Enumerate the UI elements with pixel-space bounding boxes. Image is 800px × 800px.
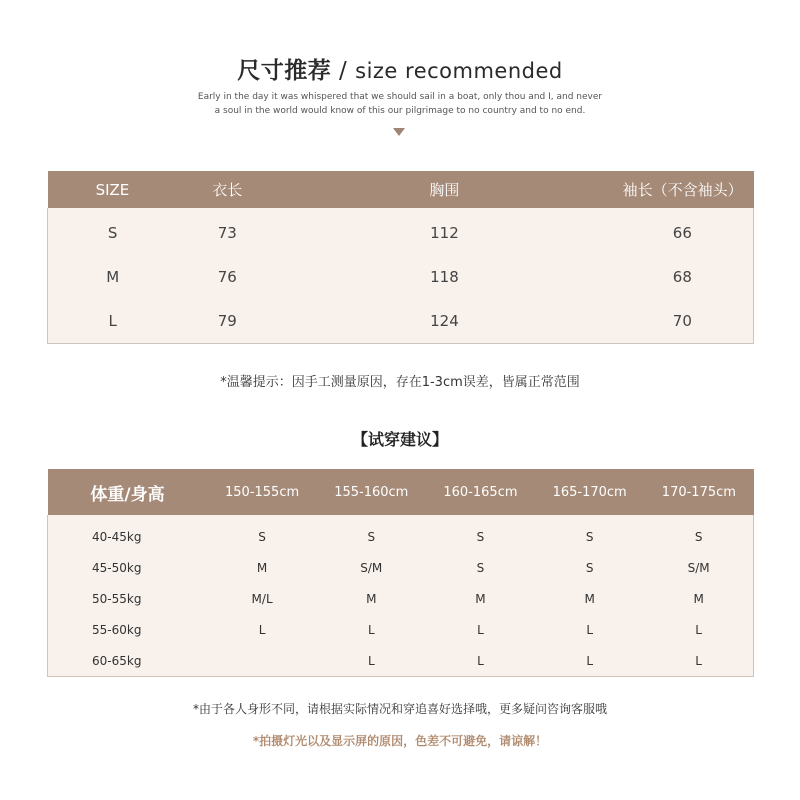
fit-table-header <box>48 469 754 515</box>
fit-cell: S <box>535 515 644 552</box>
sleeve-cell: 70 <box>612 299 754 344</box>
sleeve-cell: 68 <box>612 255 754 299</box>
size-cell: M <box>48 255 178 299</box>
table-row <box>48 255 754 299</box>
chest-cell: 112 <box>277 208 611 255</box>
table-row <box>48 515 754 552</box>
header-height: 170-175cm <box>644 469 753 515</box>
fit-cell: S <box>426 552 535 583</box>
body-shape-note: *由于各人身形不同，请根据实际情况和穿追喜好选择哦，更多疑问咨询客服哦 <box>192 702 607 716</box>
size-cell: L <box>48 299 178 344</box>
fit-cell <box>208 645 317 677</box>
title-chinese: 尺寸推荐 <box>237 58 332 84</box>
subtitle-line-2: a soul in the world would know of this our pilgrimage to no country and to no end. <box>214 106 586 116</box>
fit-cell: M <box>535 583 644 614</box>
length-cell: 79 <box>177 299 277 344</box>
fit-cell: L <box>535 645 644 677</box>
header-height: 155-160cm <box>317 469 426 515</box>
weight-cell: 45-50kg <box>48 552 208 583</box>
table-row <box>48 645 754 677</box>
page-title <box>0 52 800 85</box>
fit-cell: S <box>208 515 317 552</box>
header-size: SIZE <box>48 171 178 208</box>
header-height: 165-170cm <box>535 469 644 515</box>
weight-cell: 55-60kg <box>48 614 208 645</box>
weight-cell: 60-65kg <box>48 645 208 677</box>
chest-cell: 124 <box>277 299 611 344</box>
fit-cell: M <box>426 583 535 614</box>
header-sleeve: 袖长（不含袖头） <box>612 171 754 208</box>
chest-cell: 118 <box>277 255 611 299</box>
fit-cell: L <box>644 645 753 677</box>
fit-cell: S/M <box>644 552 753 583</box>
fit-cell: M <box>208 552 317 583</box>
title-separator: / <box>331 58 356 84</box>
fit-cell: L <box>208 614 317 645</box>
fit-cell: M <box>317 583 426 614</box>
header-weight-height: 体重/身高 <box>48 469 208 515</box>
fit-cell: S <box>644 515 753 552</box>
title-english: size recommended <box>355 59 563 83</box>
subtitle-quote <box>150 90 650 118</box>
weight-cell: 40-45kg <box>48 515 208 552</box>
header-height: 150-155cm <box>208 469 317 515</box>
down-triangle-icon <box>393 128 405 136</box>
fit-cell: L <box>644 614 753 645</box>
table-row <box>48 583 754 614</box>
fit-cell: L <box>535 614 644 645</box>
fit-cell: L <box>317 614 426 645</box>
header-length: 衣长 <box>177 171 277 208</box>
sleeve-cell: 66 <box>612 208 754 255</box>
measurement-note: *温馨提示：因手工测量原因，存在1-3cm误差，皆属正常范围 <box>220 375 580 390</box>
fit-cell: L <box>426 645 535 677</box>
length-cell: 73 <box>177 208 277 255</box>
fit-cell: S <box>426 515 535 552</box>
fit-cell: L <box>426 614 535 645</box>
weight-cell: 50-55kg <box>48 583 208 614</box>
table-row <box>48 208 754 255</box>
table-row <box>48 552 754 583</box>
fit-cell: M/L <box>208 583 317 614</box>
size-table <box>47 171 754 344</box>
subtitle-line-1: Early in the day it was whispered that we should sail in a boat, only thou and I, and never <box>197 92 603 102</box>
table-row <box>48 299 754 344</box>
header-chest: 胸围 <box>277 171 611 208</box>
length-cell: 76 <box>177 255 277 299</box>
fit-cell: M <box>644 583 753 614</box>
fit-cell: S/M <box>317 552 426 583</box>
size-table-header <box>48 171 754 208</box>
header-height: 160-165cm <box>426 469 535 515</box>
table-row <box>48 614 754 645</box>
color-difference-note: *拍摄灯光以及显示屏的原因，色差不可避免，请谅解！ <box>252 734 548 748</box>
size-cell: S <box>48 208 178 255</box>
fit-cell: S <box>535 552 644 583</box>
fit-cell: S <box>317 515 426 552</box>
fit-section-title: 【试穿建议】 <box>351 430 448 449</box>
fit-table <box>47 469 754 677</box>
fit-cell: L <box>317 645 426 677</box>
